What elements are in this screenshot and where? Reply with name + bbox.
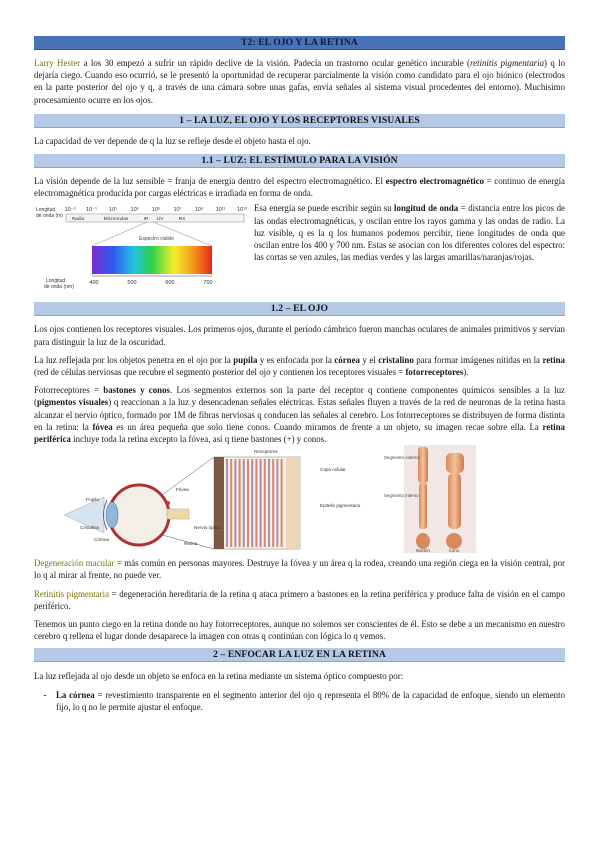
retina-cell-stripe <box>281 459 283 547</box>
exponent-label: 10⁵ <box>151 207 161 214</box>
cone-body <box>446 533 462 549</box>
band-label: Microondas <box>103 217 129 223</box>
exponent-label: 10¹¹ <box>215 207 226 214</box>
tick-label: 700 <box>203 280 213 287</box>
rod-inner-segment <box>419 483 427 529</box>
spectrum-band-bar <box>66 214 244 222</box>
visible-gradient <box>92 246 212 274</box>
eye-label: Fóvea <box>176 487 189 493</box>
eye-paragraph-1: Los ojos contienen los receptores visuales. Los primeros ojos, durante el período cámbrico fueron manchas oculares de animales primitivos y servían para distinguir la luz de la oscuridad. <box>34 324 565 347</box>
cone-inner-segment <box>448 473 461 529</box>
retinitis-paragraph: Retinitis pigmentaria = degeneración hereditaria de la retina q ataca primero a bastones en la retina periférica y produce falta de visión en el campo periférico. <box>34 588 565 611</box>
band-label: Radio <box>71 217 85 223</box>
name-highlight: Larry Hester <box>34 58 81 68</box>
spectrum-row <box>34 202 565 298</box>
retina-cell-stripe <box>251 459 253 547</box>
cell-label: Segmento interno <box>384 493 419 499</box>
exponent-label: 10⁷ <box>173 207 182 214</box>
main-title-banner: T2: EL OJO Y LA RETINA <box>34 36 565 50</box>
wavelength-m-label: Longitud de onda (m) <box>36 207 63 220</box>
macular-paragraph: Degeneración macular = más común en personas mayores. Destruye la fóvea y un área q la rodea, creando una región ciega en la visión central, por lo q al mirar al frente, no puede ver. <box>34 558 565 581</box>
eye-label: Cristalino <box>80 525 100 531</box>
focus-paragraph: La luz reflejada al ojo desde un objeto se enfoca en la retina mediante un sistema óptico compuesto por: <box>34 671 404 682</box>
eye-label: Córnea <box>94 537 110 543</box>
section-2-banner: 2 – ENFOCAR LA LUZ EN LA RETINA <box>34 648 565 662</box>
rod-body <box>416 533 430 549</box>
exponent-label: 10³ <box>130 207 139 214</box>
cell-label: Segmento externo <box>384 455 420 461</box>
document-page <box>34 36 565 713</box>
retina-cell-stripe <box>247 459 249 547</box>
rod-cone-panel <box>404 445 476 553</box>
photoreceptor-paragraph: Fotorreceptores = bastones y conos. Los segmentos externos son la parte del receptor q contiene componentes químicos sensibles a la luz (pigmentos visuales) q reaccionan a la luz y desencadenan señales eléctricas. Estas señales fluyen a través de la red de neuronas de la retina hasta alcanzar el nervio óptico, formado por 1M de fibras nerviosas q conducen las señales al cerebro. Los fotorreceptores se distribuyen de forma distinta en la retina: la fóvea es un área pequeña que solo tiene conos. Cuando miramos de frente a un objeto, su imagen recae sobre ella. La retina periférica incluye toda la retina excepto la fóvea, así q tiene bastones (+) y conos. <box>34 385 566 445</box>
exponent-label: 10⁹ <box>194 207 204 214</box>
band-label: IR <box>143 217 149 223</box>
eye-figure <box>34 445 565 553</box>
section-1-banner: 1 – LA LUZ, EL OJO Y LOS RECEPTORES VISUALES <box>34 114 565 128</box>
blind-spot-paragraph: Tenemos un punto ciego en la retina donde no hay fotorreceptores, aunque no solemos ser conscientes de él. Esto se debe a un mecanismo en nuestro cerebro q rellena el lugar donde desaparece la imagen con otras q continúan con lógica lo q vemos. <box>34 619 565 642</box>
retina-cell-stripe <box>239 459 241 547</box>
fovea-dot <box>166 501 170 505</box>
eye-label: Receptores <box>254 449 278 455</box>
retina-cell-stripe <box>243 459 245 547</box>
eye-label: Retina <box>184 541 198 547</box>
exponent-label: 10¹ <box>109 207 117 214</box>
eye-label: Pupila <box>86 497 99 503</box>
retina-cell-stripe <box>260 459 262 547</box>
band-label: RX <box>178 217 186 223</box>
rod-outer-segment <box>418 447 428 483</box>
retina-cell-stripe <box>272 459 274 547</box>
zoom-line-right <box>153 222 212 246</box>
eye-label: Capa celular <box>320 467 346 473</box>
retina-cell-stripe <box>276 459 278 547</box>
cone-outer-segment <box>446 453 464 473</box>
intro-paragraph: Larry Hester a los 30 empezó a sufrir un rápido declive de la visión. Padecía un trastorno ocular genético incurable (retinitis pigmentaria) q lo dejaría ciego. Cuando eso ocurrió, se le presentó la oportunidad de recuperar parcialmente la visión como candidato para el ojo biónico (electrodos en la parte posterior del ojo y q, a través de una cámara sobre unas gafas, envía señales al sistema visual procedentes del entorno). Muchísimo procesamiento ocurre en los ojos. <box>34 58 566 105</box>
eye-label: Epitelio pigmentario <box>320 503 361 509</box>
section-1-1-paragraph: La visión depende de la luz sensible = franja de energía dentro del espectro electromagnético. El espectro electromagnético = continuo de energía electromagnética producida por cargas eléctricas e irradiada en forma de onda. <box>34 176 565 199</box>
visible-spectrum-label: Espectro visible <box>139 236 175 243</box>
tick-label: 400 <box>89 280 99 287</box>
tick-label: 500 <box>127 280 137 287</box>
retina-cell-stripe <box>230 459 232 547</box>
exponent-label: 10⁻³ <box>64 207 76 214</box>
band-label: UV <box>156 217 164 223</box>
section-1-1-banner: 1.1 – LUZ: EL ESTÍMULO PARA LA VISIÓN <box>34 154 565 168</box>
retina-cell-stripe <box>234 459 236 547</box>
spectrum-diagram <box>34 202 248 298</box>
eye-label: Nervio óptico <box>194 525 221 531</box>
lens-shape <box>106 502 118 528</box>
cell-label: Bastón <box>416 548 430 554</box>
retina-cell-stripe <box>264 459 266 547</box>
section-1-2-banner: 1.2 – EL OJO <box>34 302 565 316</box>
tick-label: 600 <box>165 280 175 287</box>
eye-paragraph-2: La luz reflejada por los objetos penetra en el ojo por la pupila y es enfocada por la córnea y el cristalino para formar imágenes nítidas en la retina (red de células nerviosas que recubre el segmento posterior del ojo y contienen los receptores visuales = fotorreceptores). <box>34 354 565 378</box>
cell-label: Cono <box>448 548 460 554</box>
optic-nerve-shape <box>167 509 189 519</box>
exponent-label: 10¹³ <box>237 207 247 214</box>
list-item: - La córnea = revestimiento transparente en el segmento anterior del ojo q representa el 80% de la capacidad de enfoque, siendo un elemento fijo, lo q no le permite ajustar el enfoque. <box>34 689 565 713</box>
zoom-line-left <box>92 222 147 246</box>
section-1-text: La capacidad de ver depende de q la luz se refleje desde el objeto hasta el ojo. <box>34 135 311 146</box>
eye-retina-diagram <box>34 445 565 553</box>
retina-cell-stripe <box>255 459 257 547</box>
spectrum-figure <box>34 202 248 298</box>
bullet-dash: - <box>43 689 47 700</box>
wavelength-nm-label: Longitud de onda (nm) <box>44 278 74 291</box>
wavelength-paragraph: Esa energía se puede escribir según su longitud de onda = distancia entre los picos de las ondas electromagnéticas, y oscilan entre los rayos gamma y las ondas de radio. La luz visible, q es la q los humanos podemos percibir, tiene longitudes de onda que oscilan entre los 400 y 700 nm. Estas se asocian con los diferentes colores del espectro: las cortas se ven azules, las medias verdes y las largas amarillas/naranjas/rojas. <box>254 203 565 263</box>
retina-cell-stripe <box>268 459 270 547</box>
exponent-label: 10⁻¹ <box>86 207 97 214</box>
retina-cell-stripe <box>226 459 228 547</box>
